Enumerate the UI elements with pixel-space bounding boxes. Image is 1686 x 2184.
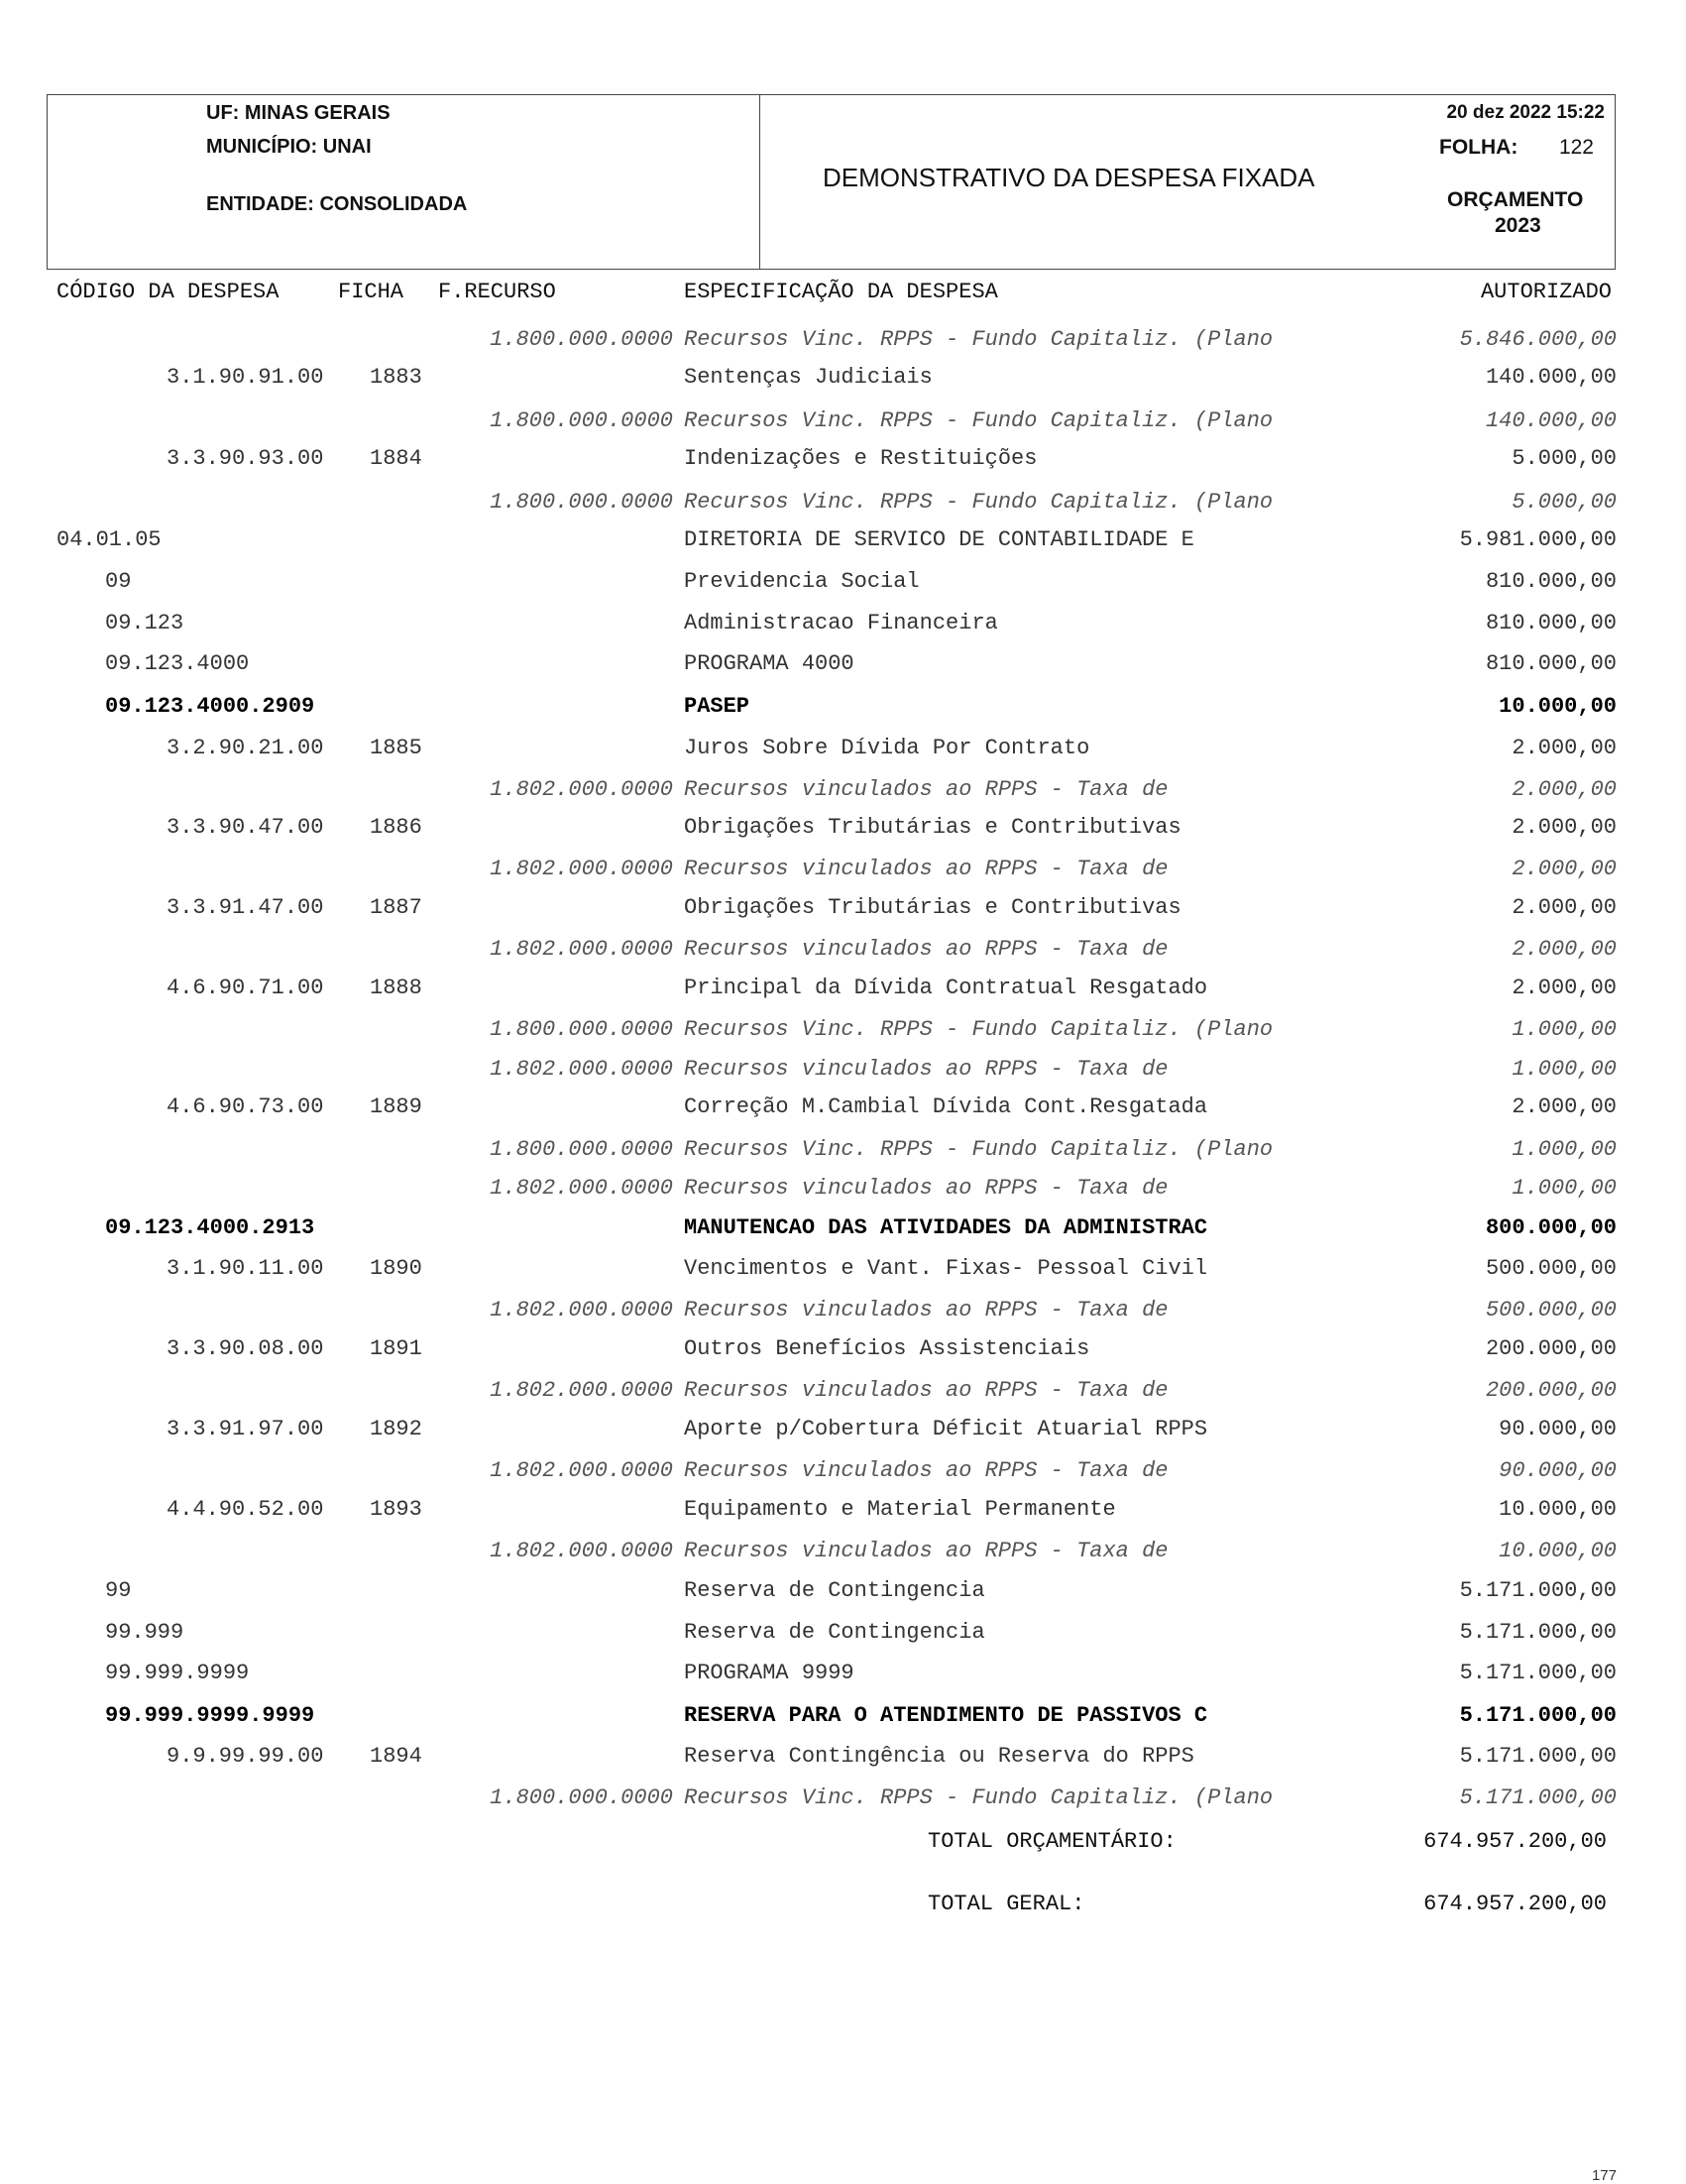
expense-description: Recursos vinculados ao RPPS - Taxa de [684,1539,1169,1563]
header-folha-value: 122 [1558,136,1594,159]
resource-row [0,1785,1686,1819]
expense-description: Obrigações Tributárias e Contributivas [684,895,1181,920]
table-row [0,815,1686,849]
fonte-recurso: 1.802.000.0000 [490,1057,673,1082]
expense-code: 04.01.05 [56,527,162,552]
expense-description: Recursos vinculados ao RPPS - Taxa de [684,857,1169,881]
table-row [0,651,1686,685]
page-number: 177 [1591,2167,1617,2184]
expense-description: Reserva de Contingencia [684,1620,985,1645]
expense-description: Recursos vinculados ao RPPS - Taxa de [684,1458,1169,1483]
table-row [0,1417,1686,1450]
ficha-number: 1888 [370,976,422,1000]
resource-row [0,1378,1686,1412]
table-row [0,446,1686,480]
header-uf: UF: MINAS GERAIS [206,102,391,124]
expense-code: 3.2.90.21.00 [167,736,324,760]
header-folha-label: FOLHA: [1439,136,1518,159]
authorized-amount: 5.171.000,00 [1459,1785,1617,1810]
header-entidade: ENTIDADE: CONSOLIDADA [206,193,468,215]
expense-code: 99.999.9999 [105,1661,250,1685]
fonte-recurso: 1.802.000.0000 [490,1378,673,1403]
expense-description: Recursos Vinc. RPPS - Fundo Capitaliz. (Plano [684,327,1274,352]
expense-description: RESERVA PARA O ATENDIMENTO DE PASSIVOS C [684,1703,1208,1728]
table-row [0,1578,1686,1612]
table-row [0,1744,1686,1778]
resource-row [0,327,1686,361]
fonte-recurso: 1.802.000.0000 [490,1298,673,1322]
resource-row [0,1176,1686,1209]
expense-code: 09.123.4000 [105,651,250,676]
authorized-amount: 2.000,00 [1512,857,1617,881]
expense-code: 3.3.90.47.00 [167,815,324,840]
expense-description: Indenizações e Restituições [684,446,1038,471]
authorized-amount: 1.000,00 [1512,1176,1617,1201]
expense-description: Recursos vinculados ao RPPS - Taxa de [684,1378,1169,1403]
authorized-amount: 5.846.000,00 [1459,327,1617,352]
table-row [0,976,1686,1009]
authorized-amount: 5.171.000,00 [1459,1661,1617,1685]
expense-code: 4.4.90.52.00 [167,1497,324,1522]
fonte-recurso: 1.800.000.0000 [490,1137,673,1162]
expense-code: 3.1.90.11.00 [167,1256,324,1281]
expense-description: PROGRAMA 4000 [684,651,854,676]
authorized-amount: 500.000,00 [1485,1298,1617,1322]
fonte-recurso: 1.802.000.0000 [490,1539,673,1563]
expense-description: Principal da Dívida Contratual Resgatado [684,976,1208,1000]
expense-description: Obrigações Tributárias e Contributivas [684,815,1181,840]
resource-row [0,1458,1686,1492]
ficha-number: 1887 [370,895,422,920]
fonte-recurso: 1.800.000.0000 [490,327,673,352]
col-header-especificacao: ESPECIFICAÇÃO DA DESPESA [684,280,998,304]
resource-row [0,1298,1686,1331]
ficha-number: 1893 [370,1497,422,1522]
fonte-recurso: 1.802.000.0000 [490,1176,673,1201]
header-datetime: 20 dez 2022 15:22 [1446,102,1605,123]
expense-code: 99.999 [105,1620,184,1645]
ficha-number: 1892 [370,1417,422,1441]
table-row [0,569,1686,603]
authorized-amount: 2.000,00 [1512,736,1617,760]
expense-description: DIRETORIA DE SERVICO DE CONTABILIDADE E [684,527,1194,552]
expense-description: Recursos vinculados ao RPPS - Taxa de [684,1298,1169,1322]
authorized-amount: 1.000,00 [1512,1137,1617,1162]
expense-code: 4.6.90.73.00 [167,1094,324,1119]
expense-description: MANUTENCAO DAS ATIVIDADES DA ADMINISTRAC [684,1215,1208,1240]
authorized-amount: 140.000,00 [1485,365,1617,390]
table-row [0,1215,1686,1249]
total-orcamentario-value: 674.957.200,00 [1423,1829,1607,1854]
table-row [0,1703,1686,1737]
ficha-number: 1883 [370,365,422,390]
authorized-amount: 800.000,00 [1485,1215,1617,1240]
table-row [0,1336,1686,1370]
expense-code: 9.9.99.99.00 [167,1744,324,1769]
ficha-number: 1891 [370,1336,422,1361]
table-row [0,1256,1686,1290]
authorized-amount: 2.000,00 [1512,976,1617,1000]
total-geral-label: TOTAL GERAL: [928,1892,1085,1916]
fonte-recurso: 1.802.000.0000 [490,1458,673,1483]
expense-description: Recursos Vinc. RPPS - Fundo Capitaliz. (Plano [684,1785,1274,1810]
total-orcamentario-label: TOTAL ORÇAMENTÁRIO: [928,1829,1177,1854]
resource-row [0,1137,1686,1171]
expense-code: 3.1.90.91.00 [167,365,324,390]
resource-row [0,777,1686,811]
table-row [0,1497,1686,1531]
fonte-recurso: 1.800.000.0000 [490,1017,673,1042]
expense-description: Correção M.Cambial Dívida Cont.Resgatada [684,1094,1208,1119]
expense-code: 3.3.90.93.00 [167,446,324,471]
table-row [0,1620,1686,1654]
authorized-amount: 810.000,00 [1485,569,1617,594]
authorized-amount: 2.000,00 [1512,1094,1617,1119]
resource-row [0,937,1686,971]
ficha-number: 1886 [370,815,422,840]
total-geral-value: 674.957.200,00 [1423,1892,1607,1916]
resource-row [0,1017,1686,1051]
fonte-recurso: 1.802.000.0000 [490,777,673,802]
col-header-codigo: CÓDIGO DA DESPESA [56,280,280,304]
authorized-amount: 90.000,00 [1499,1458,1617,1483]
fonte-recurso: 1.800.000.0000 [490,408,673,433]
table-row [0,694,1686,728]
expense-description: Equipamento e Material Permanente [684,1497,1116,1522]
resource-row [0,408,1686,442]
authorized-amount: 2.000,00 [1512,895,1617,920]
expense-description: Aporte p/Cobertura Déficit Atuarial RPPS [684,1417,1208,1441]
expense-description: Administracao Financeira [684,611,998,635]
authorized-amount: 5.981.000,00 [1459,527,1617,552]
expense-description: Recursos vinculados ao RPPS - Taxa de [684,937,1169,962]
expense-description: Recursos Vinc. RPPS - Fundo Capitaliz. (Plano [684,408,1274,433]
table-row [0,365,1686,399]
expense-description: PASEP [684,694,750,719]
table-row [0,527,1686,561]
expense-code: 3.3.91.47.00 [167,895,324,920]
resource-row [0,1539,1686,1572]
expense-description: Recursos vinculados ao RPPS - Taxa de [684,1176,1169,1201]
resource-row [0,857,1686,890]
header-orcamento-year: 2023 [1495,214,1541,237]
authorized-amount: 5.171.000,00 [1459,1703,1617,1728]
fonte-recurso: 1.800.000.0000 [490,490,673,515]
table-row [0,611,1686,644]
expense-code: 09.123.4000.2913 [105,1215,315,1240]
authorized-amount: 810.000,00 [1485,611,1617,635]
fonte-recurso: 1.802.000.0000 [490,937,673,962]
resource-row [0,1057,1686,1091]
authorized-amount: 90.000,00 [1499,1417,1617,1441]
header-municipio: MUNICÍPIO: UNAI [206,136,372,158]
expense-description: Recursos Vinc. RPPS - Fundo Capitaliz. (Plano [684,1137,1274,1162]
expense-description: Recursos vinculados ao RPPS - Taxa de [684,777,1169,802]
authorized-amount: 200.000,00 [1485,1378,1617,1403]
authorized-amount: 2.000,00 [1512,777,1617,802]
ficha-number: 1890 [370,1256,422,1281]
expense-code: 4.6.90.71.00 [167,976,324,1000]
header-orcamento-label: ORÇAMENTO [1447,188,1584,211]
table-row [0,736,1686,769]
col-header-autorizado: AUTORIZADO [1480,280,1612,304]
expense-description: Reserva Contingência ou Reserva do RPPS [684,1744,1194,1769]
expense-code: 09.123.4000.2909 [105,694,315,719]
authorized-amount: 500.000,00 [1485,1256,1617,1281]
ficha-number: 1894 [370,1744,422,1769]
expense-description: Reserva de Contingencia [684,1578,985,1603]
expense-description: Vencimentos e Vant. Fixas- Pessoal Civil [684,1256,1208,1281]
expense-code: 09 [105,569,132,594]
table-row [0,1661,1686,1694]
expense-description: Outros Benefícios Assistenciais [684,1336,1090,1361]
expense-description: Previdencia Social [684,569,920,594]
resource-row [0,490,1686,523]
authorized-amount: 1.000,00 [1512,1017,1617,1042]
expense-description: Juros Sobre Dívida Por Contrato [684,736,1090,760]
authorized-amount: 1.000,00 [1512,1057,1617,1082]
expense-description: Sentenças Judiciais [684,365,933,390]
authorized-amount: 10.000,00 [1499,1539,1617,1563]
expense-code: 3.3.90.08.00 [167,1336,324,1361]
ficha-number: 1885 [370,736,422,760]
expense-code: 99.999.9999.9999 [105,1703,315,1728]
authorized-amount: 5.171.000,00 [1459,1578,1617,1603]
header-divider [759,94,760,270]
authorized-amount: 2.000,00 [1512,815,1617,840]
page-title: DEMONSTRATIVO DA DESPESA FIXADA [823,163,1315,192]
authorized-amount: 140.000,00 [1485,408,1617,433]
expense-code: 99 [105,1578,132,1603]
col-header-ficha: FICHA [338,280,404,304]
authorized-amount: 5.171.000,00 [1459,1744,1617,1769]
authorized-amount: 5.000,00 [1512,446,1617,471]
expense-code: 09.123 [105,611,184,635]
col-header-recurso: F.RECURSO [438,280,556,304]
fonte-recurso: 1.802.000.0000 [490,857,673,881]
authorized-amount: 10.000,00 [1499,694,1617,719]
fonte-recurso: 1.800.000.0000 [490,1785,673,1810]
expense-code: 3.3.91.97.00 [167,1417,324,1441]
ficha-number: 1889 [370,1094,422,1119]
ficha-number: 1884 [370,446,422,471]
authorized-amount: 2.000,00 [1512,937,1617,962]
authorized-amount: 5.171.000,00 [1459,1620,1617,1645]
authorized-amount: 200.000,00 [1485,1336,1617,1361]
authorized-amount: 810.000,00 [1485,651,1617,676]
expense-description: PROGRAMA 9999 [684,1661,854,1685]
table-row [0,1094,1686,1128]
authorized-amount: 10.000,00 [1499,1497,1617,1522]
expense-description: Recursos Vinc. RPPS - Fundo Capitaliz. (Plano [684,1017,1274,1042]
expense-description: Recursos Vinc. RPPS - Fundo Capitaliz. (Plano [684,490,1274,515]
authorized-amount: 5.000,00 [1512,490,1617,515]
table-row [0,895,1686,929]
expense-description: Recursos vinculados ao RPPS - Taxa de [684,1057,1169,1082]
